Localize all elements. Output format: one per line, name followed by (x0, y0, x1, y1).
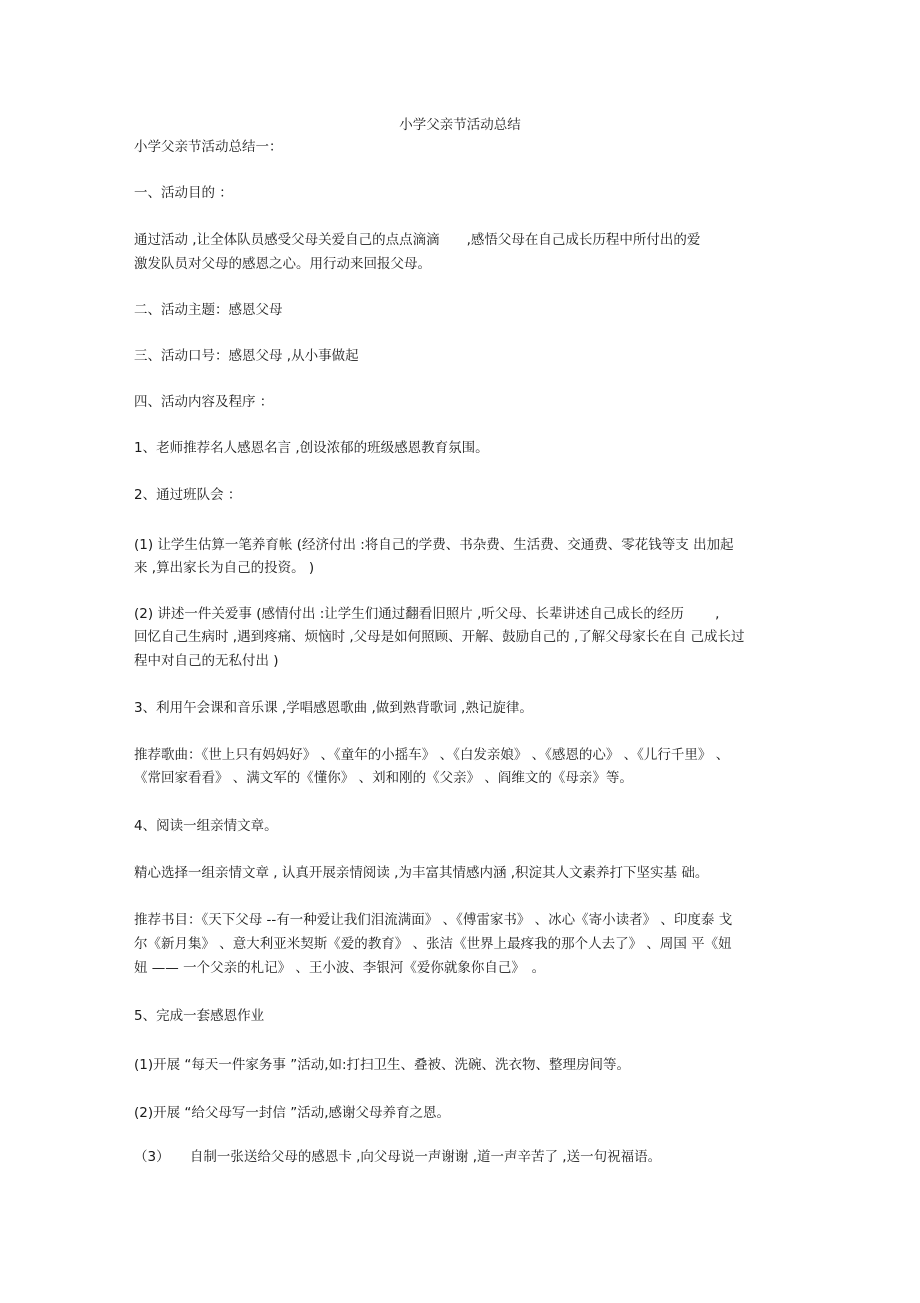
item-2-1-line-2: 来 ,算出家长为自己的投资。 ) (134, 560, 315, 576)
section-theme: 二、活动主题：感恩父母 (134, 302, 283, 318)
purpose-text-line-1: 通过活动 ,让全体队员感受父母关爱自己的点点滴滴 ,感悟父母在自己成长历程中所付出的爱 (134, 232, 701, 248)
item-3: 3、利用午会课和音乐课 ,学唱感恩歌曲 ,做到熟背歌词 ,熟记旋律。 (134, 700, 533, 716)
reading-text: 精心选择一组亲情文章 , 认真开展亲情阅读 ,为丰富其情感内涵 ,积淀其人文素养打下坚实基 础。 (134, 865, 709, 881)
item-2: 2、通过班队会 ： (134, 487, 242, 503)
books-line-3: 妞 —— 一个父亲的札记》 、王小波、李银河《爱你就象你自己》 。 (134, 960, 546, 976)
item-5-2: (2)开展 “给父母写一封信 ”活动,感谢父母养育之恩。 (134, 1105, 450, 1121)
songs-line-1: 推荐歌曲：《世上只有妈妈好》 、《童年的小摇车》 、《白发亲娘》 、《感恩的心》 、《儿行千里》 、 (134, 747, 730, 763)
item-1: 1、老师推荐名人感恩名言 ,创设浓郁的班级感恩教育氛围。 (134, 440, 489, 456)
item-5-3: （3） 自制一张送给父母的感恩卡 ,向父母说一声谢谢 ,道一声辛苦了 ,送一句祝福语。 (134, 1149, 662, 1165)
document-title: 小学父亲节活动总结 (399, 117, 521, 133)
books-line-1: 推荐书目：《天下父母 --有一种爱让我们泪流满面》 、《傅雷家书》 、冰心《寄小读者》 、印度泰 戈 (134, 912, 733, 928)
item-4: 4、阅读一组亲情文章。 (134, 818, 278, 834)
section-slogan: 三、活动口号：感恩父母 ,从小事做起 (134, 348, 359, 364)
songs-line-2: 《常回家看看》 、满文军的《懂你》 、刘和刚的《父亲》 、阎维文的《母亲》等。 (134, 770, 633, 786)
item-2-1-line-1: (1) 让学生估算一笔养育帐 (经济付出 :将自己的学费、书杂费、生活费、交通费、零花钱等支 出加起 (134, 537, 734, 553)
section-purpose-heading: 一、活动目的 ： (134, 185, 233, 201)
item-2-2-line-3: 程中对自己的无私付出 ) (134, 653, 279, 669)
item-5: 5、完成一套感恩作业 (134, 1008, 265, 1024)
item-2-2-line-2: 回忆自己生病时 ,遇到疼痛、烦恼时 ,父母是如何照顾、开解、鼓励自己的 ,了解父母家长在自 己成长过 (134, 629, 745, 645)
item-2-2-line-1: (2) 讲述一件关爱事 (感情付出 :让学生们通过翻看旧照片 ,听父母、长辈讲述自己成长的经历 , (134, 606, 720, 622)
purpose-text-line-2: 激发队员对父母的感恩之心。用行动来回报父母。 (134, 256, 431, 272)
section-content-heading: 四、活动内容及程序 ： (134, 394, 274, 410)
books-line-2: 尔《新月集》 、意大利亚米契斯《爱的教育》 、张洁《世界上最疼我的那个人去了》 、周国 平《妞 (134, 936, 732, 952)
summary-heading: 小学父亲节活动总结一： (134, 139, 283, 155)
item-5-1: (1)开展 “每天一件家务事 ”活动,如:打扫卫生、叠被、洗碗、洗衣物、整理房间等。 (134, 1057, 631, 1073)
